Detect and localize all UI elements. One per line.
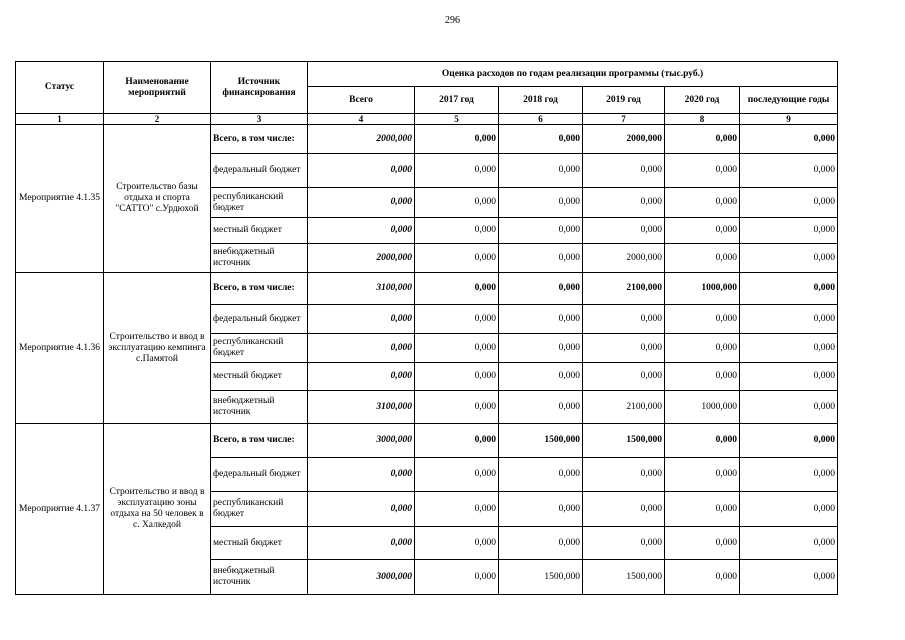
value-cell: 0,000 [740, 458, 838, 492]
column-index: 3 [211, 114, 308, 125]
value-cell: 0,000 [665, 244, 740, 273]
value-cell: 0,000 [740, 154, 838, 188]
value-cell: 0,000 [583, 492, 665, 527]
value-cell: 0,000 [308, 363, 415, 391]
value-cell: 3000,000 [308, 560, 415, 595]
table-row [16, 273, 838, 305]
column-index: 2 [104, 114, 211, 125]
value-cell: 0,000 [499, 154, 583, 188]
value-cell: 2000,000 [583, 125, 665, 154]
column-index: 7 [583, 114, 665, 125]
header-year: последующие годы [740, 87, 838, 114]
value-cell: 0,000 [415, 363, 499, 391]
source-cell: внебюджетный источник [211, 244, 308, 273]
source-cell: федеральный бюджет [211, 154, 308, 188]
value-cell: 0,000 [665, 560, 740, 595]
value-cell: 0,000 [308, 154, 415, 188]
value-cell: 0,000 [740, 218, 838, 244]
value-cell: 0,000 [415, 458, 499, 492]
value-cell: 0,000 [499, 391, 583, 424]
column-index: 5 [415, 114, 499, 125]
source-cell: федеральный бюджет [211, 305, 308, 334]
value-cell: 1500,000 [499, 560, 583, 595]
header-estimate: Оценка расходов по годам реализации программы (тыс.руб.) [308, 62, 838, 87]
value-cell: 0,000 [415, 391, 499, 424]
value-cell: 0,000 [415, 492, 499, 527]
value-cell: 0,000 [665, 527, 740, 560]
value-cell: 0,000 [499, 218, 583, 244]
value-cell: 0,000 [308, 305, 415, 334]
column-index: 6 [499, 114, 583, 125]
source-cell: республиканский бюджет [211, 334, 308, 363]
column-index-row [16, 114, 838, 125]
source-cell: местный бюджет [211, 527, 308, 560]
page-number: 296 [445, 15, 460, 26]
value-cell: 0,000 [583, 305, 665, 334]
value-cell: 0,000 [665, 305, 740, 334]
value-cell: 0,000 [740, 560, 838, 595]
source-cell: местный бюджет [211, 218, 308, 244]
budget-table [15, 61, 838, 595]
value-cell: 0,000 [499, 334, 583, 363]
value-cell: 0,000 [665, 363, 740, 391]
value-cell: 3100,000 [308, 273, 415, 305]
header-year: Всего [308, 87, 415, 114]
source-cell: местный бюджет [211, 363, 308, 391]
value-cell: 0,000 [583, 154, 665, 188]
value-cell: 0,000 [308, 492, 415, 527]
value-cell: 1000,000 [665, 391, 740, 424]
value-cell: 0,000 [308, 188, 415, 218]
value-cell: 0,000 [740, 305, 838, 334]
source-cell: республиканский бюджет [211, 492, 308, 527]
value-cell: 0,000 [415, 424, 499, 458]
value-cell: 0,000 [308, 527, 415, 560]
value-cell: 0,000 [308, 458, 415, 492]
value-cell: 0,000 [415, 527, 499, 560]
value-cell: 0,000 [740, 125, 838, 154]
value-cell: 0,000 [499, 188, 583, 218]
value-cell: 0,000 [415, 218, 499, 244]
status-cell: Мероприятие 4.1.35 [16, 125, 104, 273]
value-cell: 0,000 [415, 125, 499, 154]
value-cell: 0,000 [740, 334, 838, 363]
value-cell: 0,000 [583, 527, 665, 560]
value-cell: 0,000 [415, 244, 499, 273]
value-cell: 0,000 [499, 527, 583, 560]
value-cell: 0,000 [665, 458, 740, 492]
table-row [16, 125, 838, 154]
value-cell: 0,000 [740, 273, 838, 305]
value-cell: 0,000 [665, 188, 740, 218]
value-cell: 0,000 [665, 334, 740, 363]
value-cell: 1500,000 [499, 424, 583, 458]
header-name: Наименование мероприятий [104, 62, 211, 114]
value-cell: 0,000 [583, 218, 665, 244]
value-cell: 0,000 [499, 363, 583, 391]
value-cell: 0,000 [415, 305, 499, 334]
value-cell: 0,000 [740, 492, 838, 527]
value-cell: 2000,000 [308, 244, 415, 273]
source-cell: внебюджетный источник [211, 391, 308, 424]
value-cell: 0,000 [308, 218, 415, 244]
column-index: 4 [308, 114, 415, 125]
value-cell: 0,000 [583, 334, 665, 363]
value-cell: 0,000 [740, 391, 838, 424]
value-cell: 0,000 [583, 188, 665, 218]
activity-name-cell: Строительство и ввод в эксплуатацию зоны отдыха на 50 человек в с. Халкедой [104, 424, 211, 595]
header-year: 2017 год [415, 87, 499, 114]
value-cell: 0,000 [499, 492, 583, 527]
value-cell: 0,000 [499, 273, 583, 305]
source-cell: Всего, в том числе: [211, 424, 308, 458]
header-status: Статус [16, 62, 104, 114]
value-cell: 1500,000 [583, 560, 665, 595]
value-cell: 1000,000 [665, 273, 740, 305]
value-cell: 2000,000 [583, 244, 665, 273]
value-cell: 0,000 [499, 305, 583, 334]
column-index: 1 [16, 114, 104, 125]
value-cell: 3000,000 [308, 424, 415, 458]
value-cell: 2000,000 [308, 125, 415, 154]
value-cell: 1500,000 [583, 424, 665, 458]
value-cell: 0,000 [415, 188, 499, 218]
table-row [16, 424, 838, 458]
source-cell: Всего, в том числе: [211, 273, 308, 305]
header-source: Источник финансирования [211, 62, 308, 114]
value-cell: 0,000 [415, 334, 499, 363]
header-year: 2020 год [665, 87, 740, 114]
value-cell: 0,000 [740, 424, 838, 458]
value-cell: 2100,000 [583, 273, 665, 305]
status-cell: Мероприятие 4.1.37 [16, 424, 104, 595]
status-cell: Мероприятие 4.1.36 [16, 273, 104, 424]
value-cell: 0,000 [583, 363, 665, 391]
activity-name-cell: Строительство базы отдыха и спорта "САТТО" с.Урдюхой [104, 125, 211, 273]
header-year: 2018 год [499, 87, 583, 114]
value-cell: 0,000 [665, 492, 740, 527]
value-cell: 0,000 [499, 458, 583, 492]
value-cell: 0,000 [415, 154, 499, 188]
source-cell: республиканский бюджет [211, 188, 308, 218]
value-cell: 0,000 [740, 188, 838, 218]
value-cell: 0,000 [740, 363, 838, 391]
value-cell: 0,000 [665, 218, 740, 244]
value-cell: 0,000 [665, 154, 740, 188]
value-cell: 0,000 [740, 244, 838, 273]
source-cell: федеральный бюджет [211, 458, 308, 492]
value-cell: 0,000 [583, 458, 665, 492]
value-cell: 0,000 [415, 560, 499, 595]
source-cell: внебюджетный источник [211, 560, 308, 595]
column-index: 9 [740, 114, 838, 125]
value-cell: 0,000 [665, 424, 740, 458]
value-cell: 0,000 [665, 125, 740, 154]
value-cell: 0,000 [308, 334, 415, 363]
value-cell: 2100,000 [583, 391, 665, 424]
value-cell: 3100,000 [308, 391, 415, 424]
column-index: 8 [665, 114, 740, 125]
activity-name-cell: Строительство и ввод в эксплуатацию кемпинга с.Памятой [104, 273, 211, 424]
value-cell: 0,000 [740, 527, 838, 560]
value-cell: 0,000 [415, 273, 499, 305]
value-cell: 0,000 [499, 125, 583, 154]
value-cell: 0,000 [499, 244, 583, 273]
header-year: 2019 год [583, 87, 665, 114]
source-cell: Всего, в том числе: [211, 125, 308, 154]
